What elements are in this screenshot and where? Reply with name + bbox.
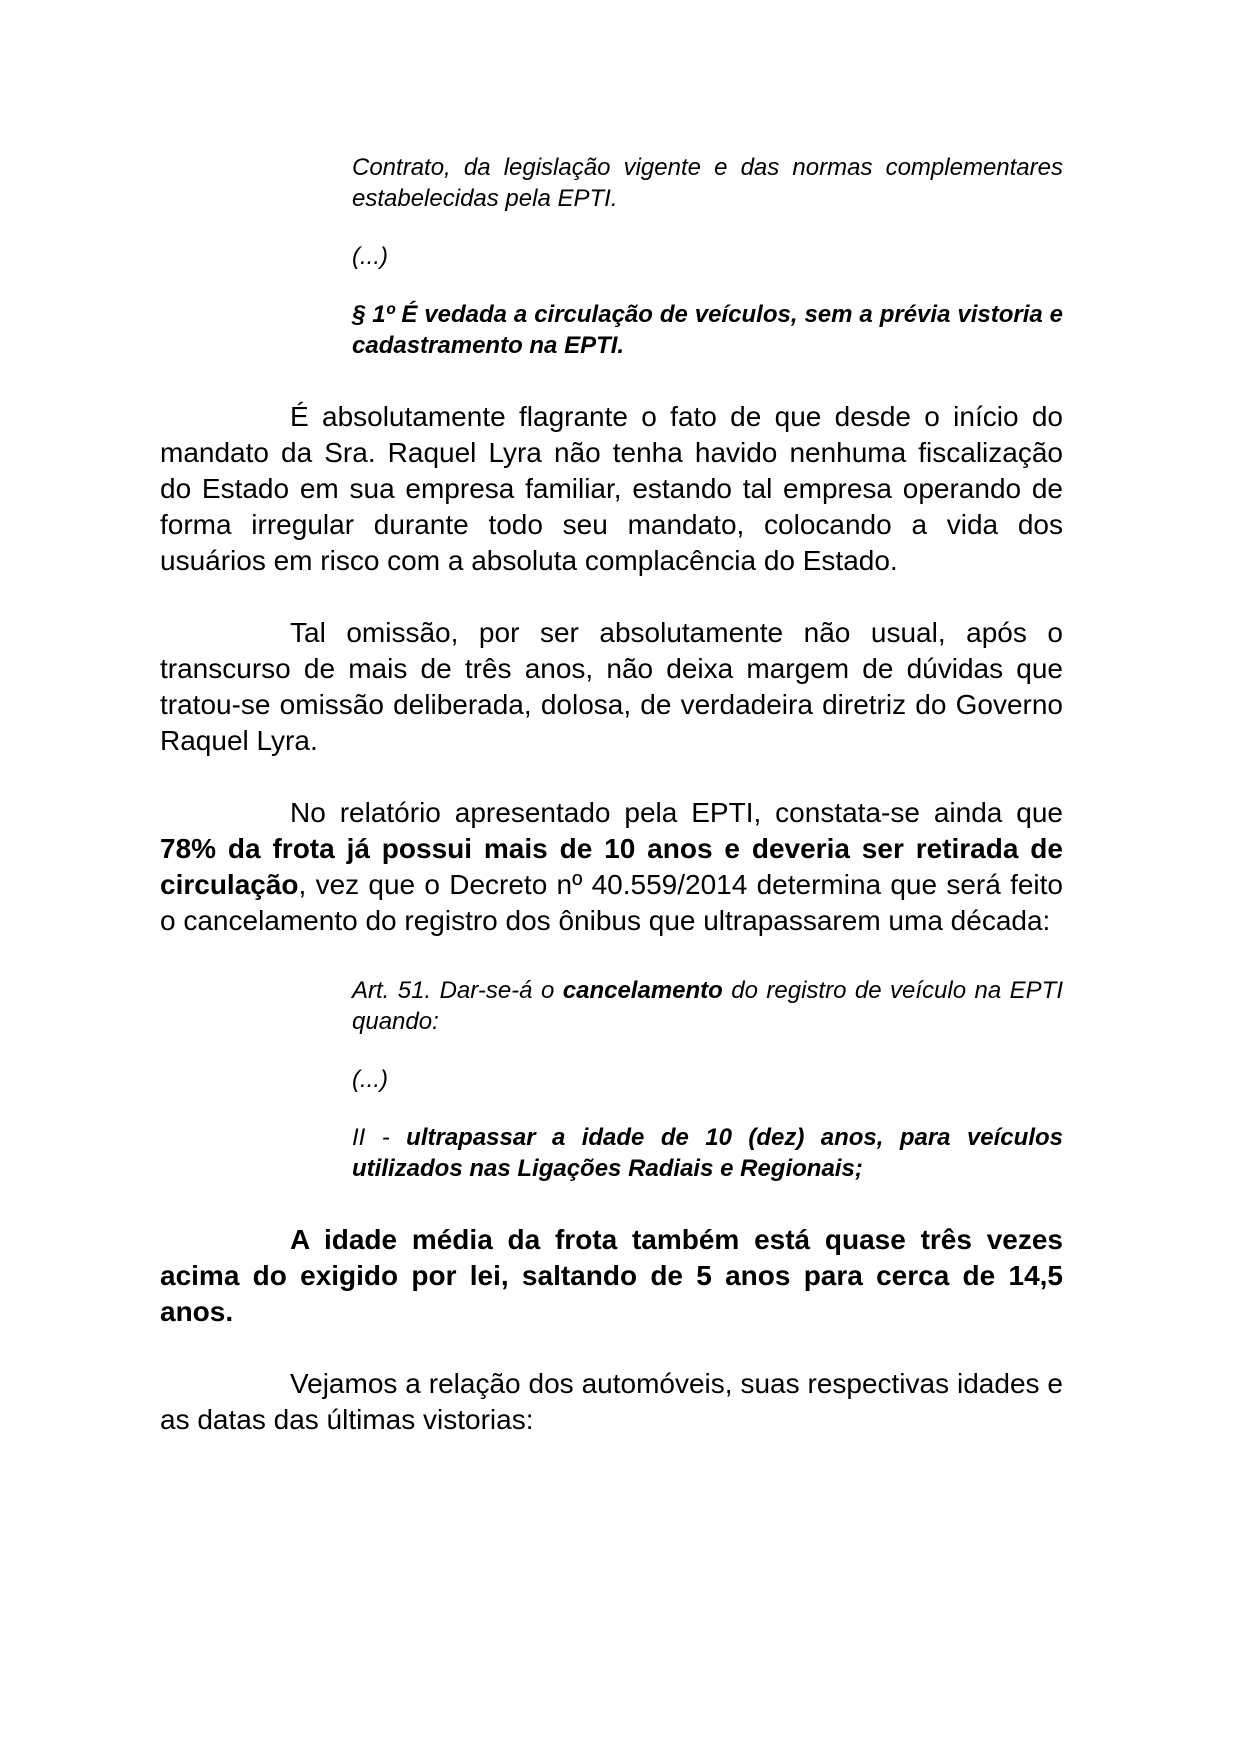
quote2-paragraph-art51 bbox=[352, 975, 1063, 1037]
quote2-art51-bold-text: cancelamento bbox=[562, 977, 723, 1004]
emphasis-paragraph: A idade média da frota também está quase três vezes acima do exigido por lei, saltando de 5 anos para cerca de 14,5 anos. bbox=[160, 1224, 1063, 1327]
paragraph-3-text-2: , vez que o Decreto nº 40.559/2014 determina que será feito o cancelamento do registro dos ônibus que ultrapassarem uma década: bbox=[160, 869, 1063, 936]
quote1-paragraph: Contrato, da legislação vigente e das normas complementares estabelecidas pela EPTI. bbox=[352, 154, 1063, 212]
paragraph-3 bbox=[160, 795, 1063, 939]
quote1-ellipsis: (...) bbox=[352, 243, 388, 270]
paragraph-3-bold-text: 78% da frota já possui mais de 10 anos e deveria ser retirada de circulação bbox=[160, 833, 1063, 900]
quote2-art51-text-1: Art. 51. Dar-se-á o bbox=[352, 977, 563, 1004]
paragraph-2: Tal omissão, por ser absolutamente não usual, após o transcurso de mais de três anos, não deixa margem de dúvidas que tratou-se omissão deliberada, dolosa, de verdadeira diretriz do Governo Raquel Lyra. bbox=[160, 617, 1063, 756]
quote2-paragraph-item2 bbox=[352, 1122, 1063, 1184]
quote2-item2-text: II - bbox=[352, 1124, 407, 1151]
paragraph-3-text-1: No relatório apresentado pela EPTI, constata-se ainda que bbox=[290, 797, 1063, 828]
quote2-item2-bold-text: ultrapassar a idade de 10 (dez) anos, para veículos utilizados nas Ligações Radiais e Regionais; bbox=[352, 1124, 1063, 1182]
legal-quote-block-1 bbox=[352, 152, 1063, 361]
quote2-ellipsis: (...) bbox=[352, 1066, 388, 1093]
quote1-paragraph-bold: § 1º É vedada a circulação de veículos, sem a prévia vistoria e cadastramento na EPTI. bbox=[352, 301, 1063, 359]
paragraph-1: É absolutamente flagrante o fato de que desde o início do mandato da Sra. Raquel Lyra não tenha havido nenhuma fiscalização do Estado em sua empresa familiar, estando tal empresa operando de forma irregular durante todo seu mandato, colocando a vida dos usuários em risco com a absoluta complacência do Estado. bbox=[160, 401, 1063, 576]
quote2-art51-text-2: do registro de veículo na EPTI quando: bbox=[352, 977, 1063, 1035]
legal-quote-block-2 bbox=[352, 975, 1063, 1184]
closing-paragraph: Vejamos a relação dos automóveis, suas respectivas idades e as datas das últimas vistorias: bbox=[160, 1368, 1063, 1435]
